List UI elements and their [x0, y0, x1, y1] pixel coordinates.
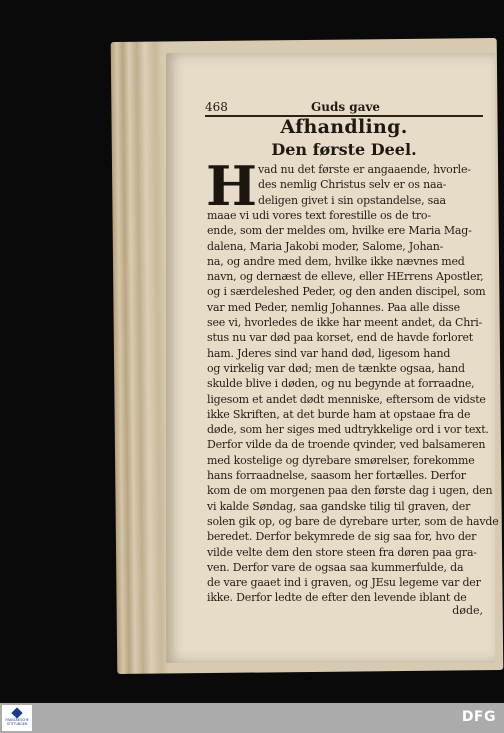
body-line: des nemlig Christus selv er os naa- — [258, 178, 447, 192]
body-line: og virkelig var død; men de tænkte ogsaa, hand — [207, 361, 465, 375]
body-line: dalena, Maria Jakobi moder, Salome, Johan- — [207, 239, 444, 253]
body-line: see vi, hvorledes de ikke har meent andet, da Chri- — [207, 316, 483, 329]
body-line: vi kalde Søndag, saa gandske tilig til graven, der — [207, 499, 471, 513]
francke-foundation-logo[interactable] — [2, 705, 32, 731]
body-line: maae vi udi vores text forestille os de tro- — [207, 208, 431, 222]
section-subtitle: Den første Deel. — [271, 140, 417, 159]
body-line: beredet. Derfor bekymrede de sig saa for, hvo der — [207, 530, 477, 544]
body-line: na, og andre med dem, hvilke ikke nævnes med — [207, 254, 465, 268]
body-line: de vare gaaet ind i graven, og JEsu legeme var der — [207, 576, 481, 590]
francke-logo-icon — [11, 708, 22, 719]
body-line: kom de om morgenen paa den første dag i ugen, den — [207, 484, 493, 498]
body-line: ven. Derfor vare de ogsaa saa kummerfulde, da — [207, 560, 464, 574]
francke-logo-text: FRANCKESCHE STIFTUNGEN — [5, 718, 29, 726]
body-line: ikke Skriften, at det burde ham at opstaae fra de — [207, 407, 471, 421]
body-line: døde, som her siges med udtrykkelige ord i vor text. — [207, 423, 489, 437]
body-line: stus nu var død paa korset, end de havde forloret — [207, 331, 474, 345]
body-line: ende, som der meldes om, hvilke ere Maria Mag- — [207, 224, 472, 238]
body-line: ligesom et andet dødt menniske, eftersom de vidste — [207, 392, 486, 406]
page-number: 468 — [205, 100, 228, 114]
section-title: Afhandling. — [280, 116, 408, 138]
body-line: navn, og dernæst de elleve, eller HErrens Apostler, — [207, 270, 484, 284]
body-line: ikke. Derfor ledte de efter den levende iblant de — [207, 591, 467, 605]
body-line: Derfor vilde da de troende qvinder, ved balsameren — [207, 438, 486, 452]
running-head: Guds gave — [311, 100, 381, 114]
body-line: vilde velte dem den store steen fra døren paa gra- — [207, 545, 477, 559]
body-line: solen gik op, og bare de dyrebare urter, som de havde — [207, 514, 499, 528]
body-line: deligen givet i sin opstandelse, saa — [258, 193, 446, 207]
body-line: med kostelige og dyrebare smørelser, forekomme — [207, 453, 475, 467]
viewer-footer-bar — [0, 703, 504, 733]
body-line: hans forraadnelse, saasom her fortælles. Derfor — [207, 469, 466, 482]
body-line: og i særdeleshed Peder, og den anden discipel, som — [207, 285, 486, 299]
body-line: vad nu det første er angaaende, hvorle- — [258, 163, 471, 176]
body-line: var med Peder, nemlig Johannes. Paa alle disse — [207, 300, 460, 314]
body-line: ham. Jderes sind var hand død, ligesom hand — [207, 346, 451, 360]
body-line: skulde blive i døden, og nu begynde at forraadne, — [207, 377, 475, 391]
dfg-logo[interactable]: DFG — [461, 709, 496, 725]
catchword: døde, — [452, 604, 483, 617]
page-header — [205, 96, 483, 116]
dropcap-initial: H — [206, 154, 258, 218]
